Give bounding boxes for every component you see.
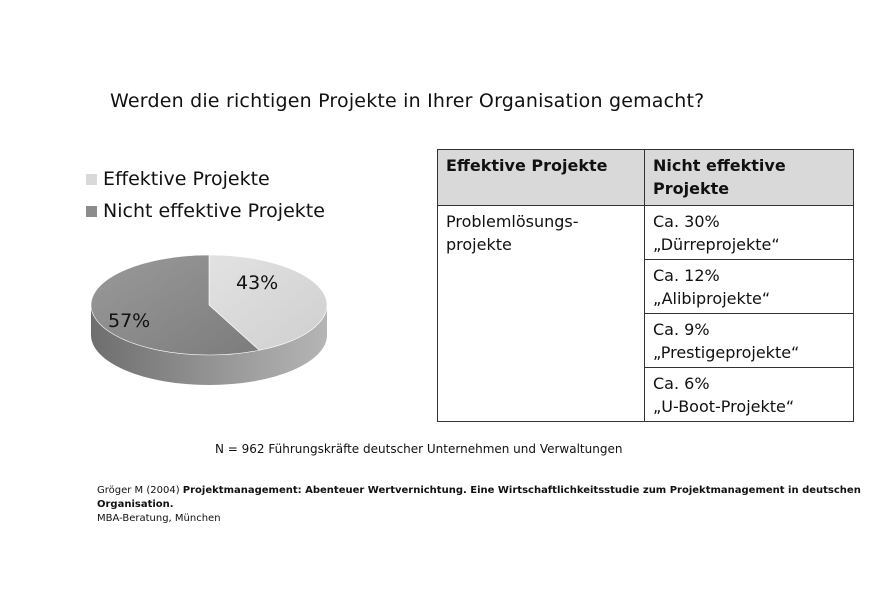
legend-label-effective: Effektive Projekte	[103, 168, 270, 190]
reference-author: Gröger M (2004)	[97, 485, 180, 496]
cell-not-effective	[645, 260, 854, 314]
slice-label-not-effective: 57%	[108, 310, 151, 332]
cell-share: Ca. 30%	[653, 212, 720, 231]
table-row	[438, 206, 854, 260]
pie-chart	[85, 245, 335, 395]
legend-swatch-not-effective	[86, 206, 97, 217]
table-header-row	[438, 150, 854, 206]
slice-label-effective: 43%	[236, 272, 279, 294]
chart-legend	[86, 163, 325, 227]
page-title: Werden die richtigen Projekte in Ihrer Organisation gemacht?	[110, 90, 705, 112]
sample-note: N = 962 Führungskräfte deutscher Unternehmen und Verwaltungen	[215, 442, 623, 456]
cell-not-effective	[645, 368, 854, 422]
cell-project-type: „Alibiprojekte“	[653, 289, 771, 308]
cell-project-type: „Prestigeprojekte“	[653, 343, 800, 362]
legend-swatch-effective	[86, 174, 97, 185]
cell-problem-solving: Problemlösungs-projekte	[438, 206, 645, 422]
cell-share: Ca. 9%	[653, 320, 710, 339]
header-effective: Effektive Projekte	[438, 150, 645, 206]
legend-item-effective	[86, 163, 325, 195]
cell-not-effective	[645, 314, 854, 368]
cell-project-type: „Dürreprojekte“	[653, 235, 780, 254]
legend-label-not-effective: Nicht effektive Projekte	[103, 200, 325, 222]
reference-publisher: MBA-Beratung, München	[97, 513, 221, 524]
project-table	[437, 149, 854, 422]
legend-item-not-effective	[86, 195, 325, 227]
cell-not-effective	[645, 206, 854, 260]
cell-share: Ca. 6%	[653, 374, 710, 393]
reference-title: Projektmanagement: Abenteuer Wertvernichtung. Eine Wirtschaftlichkeitsstudie zum Projektmanagement in deutschen Organisation.	[97, 485, 861, 510]
cell-project-type: „U-Boot-Projekte“	[653, 397, 795, 416]
cell-share: Ca. 12%	[653, 266, 720, 285]
header-not-effective: Nicht effektive Projekte	[645, 150, 854, 206]
reference	[97, 484, 895, 526]
